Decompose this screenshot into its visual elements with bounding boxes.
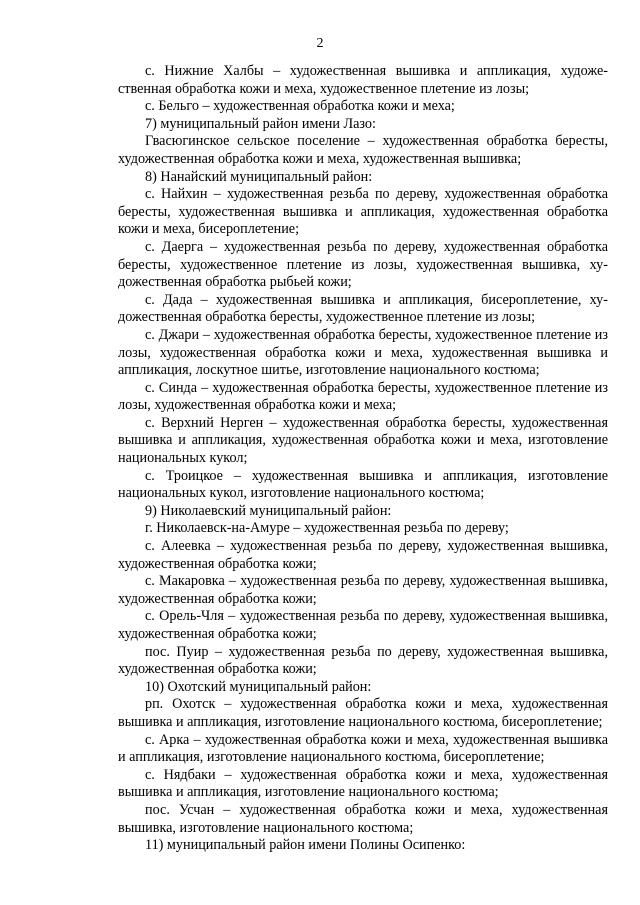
paragraph-nizhnie-khalby: с. Нижние Халбы – художественная вышивка и аппликация, художественная обработка кожи и меха, художественное плетение из лозы; (118, 63, 608, 97)
heading-polina-osipenko-district: 11) муниципальный район имени Полины Осипенко: (145, 837, 466, 854)
paragraph-belgo: с. Бельго – художественная обработка кожи и меха; (145, 98, 455, 115)
heading-okhotsky-district: 10) Охотский муниципальный район: (145, 678, 372, 695)
paragraph-verkhny-nergen: с. Верхний Нерген – художественная обработка бересты, художественная вышивка и аппликация, художественная обработка кожи и меха, изготовление национальных кукол; (118, 414, 608, 467)
paragraph-nikolaevsk-na-amure: г. Николаевск-на-Амуре – художественная резьба по дереву; (145, 520, 509, 537)
paragraph-uschan: пос. Усчан – художественная обработка кожи и меха, художественная вышивка, изготовление национального костюма; (118, 801, 608, 836)
heading-nikolaevsky-district: 9) Николаевский муниципальный район: (145, 502, 392, 519)
paragraph-dada: с. Дада – художественная вышивка и аппликация, бисероплетение, художественная обработка бересты, художественное плетение из лозы; (118, 291, 608, 326)
paragraph-makarovka: с. Макаровка – художественная резьба по дереву, художественная вышивка, художественная обработка кожи; (118, 573, 608, 607)
paragraph-puir: пос. Пуир – художественная резьба по дереву, художественная вышивка, художественная обработка кожи; (118, 643, 608, 678)
document-body (118, 63, 608, 855)
paragraph-sinda: с. Синда – художественная обработка бересты, художественное плетение из лозы, художественная обработка кожи и меха; (118, 379, 608, 414)
paragraph-naikhin: с. Найхин – художественная резьба по дереву, художественная обработка бересты, художественная вышивка и аппликация, художественная обработка кожи и меха, бисероплетение; (118, 186, 608, 238)
paragraph-gvasyuginskoe: Гвасюгинское сельское поселение – художественная обработка бересты, художественная обработка кожи и меха, художественная вышивка; (118, 133, 608, 167)
paragraph-troitskoe: с. Троицкое – художественная вышивка и аппликация, изготовление национальных кукол, изготовление национального костюма; (118, 467, 608, 502)
heading-lazo-district: 7) муниципальный район имени Лазо: (145, 115, 376, 132)
paragraph-orel-chlya: с. Орель-Чля – художественная резьба по дереву, художественная вышивка, художественная обработка кожи; (118, 608, 608, 642)
page-number: 2 (316, 36, 324, 51)
paragraph-dzhari: с. Джари – художественная обработка бересты, художественное плетение из лозы, художественная обработка кожи и меха, художественная вышивка и аппликация, лоскутное шитье, изготовление национального костюма; (118, 326, 608, 379)
paragraph-arka: с. Арка – художественная обработка кожи и меха, художественная вышивка и аппликация, изготовление национального костюма, бисероплетение; (118, 731, 608, 766)
paragraph-nyadbaki: с. Нядбаки – художественная обработка кожи и меха, художественная вышивка и аппликация, изготовление национального костюма; (118, 766, 608, 801)
paragraph-aleevka: с. Алеевка – художественная резьба по дереву, художественная вышивка, художественная обработка кожи; (118, 538, 608, 572)
paragraph-daerga: с. Даерга – художественная резьба по дереву, художественная обработка бересты, художественное плетение из лозы, художественная вышивка, художественная обработка рыбьей кожи; (118, 238, 608, 291)
paragraph-okhotsk: рп. Охотск – художественная обработка кожи и меха, художественная вышивка и аппликация, изготовление национального костюма, бисероплетение; (118, 696, 608, 730)
heading-nanaisky-district: 8) Нанайский муниципальный район: (145, 168, 373, 185)
